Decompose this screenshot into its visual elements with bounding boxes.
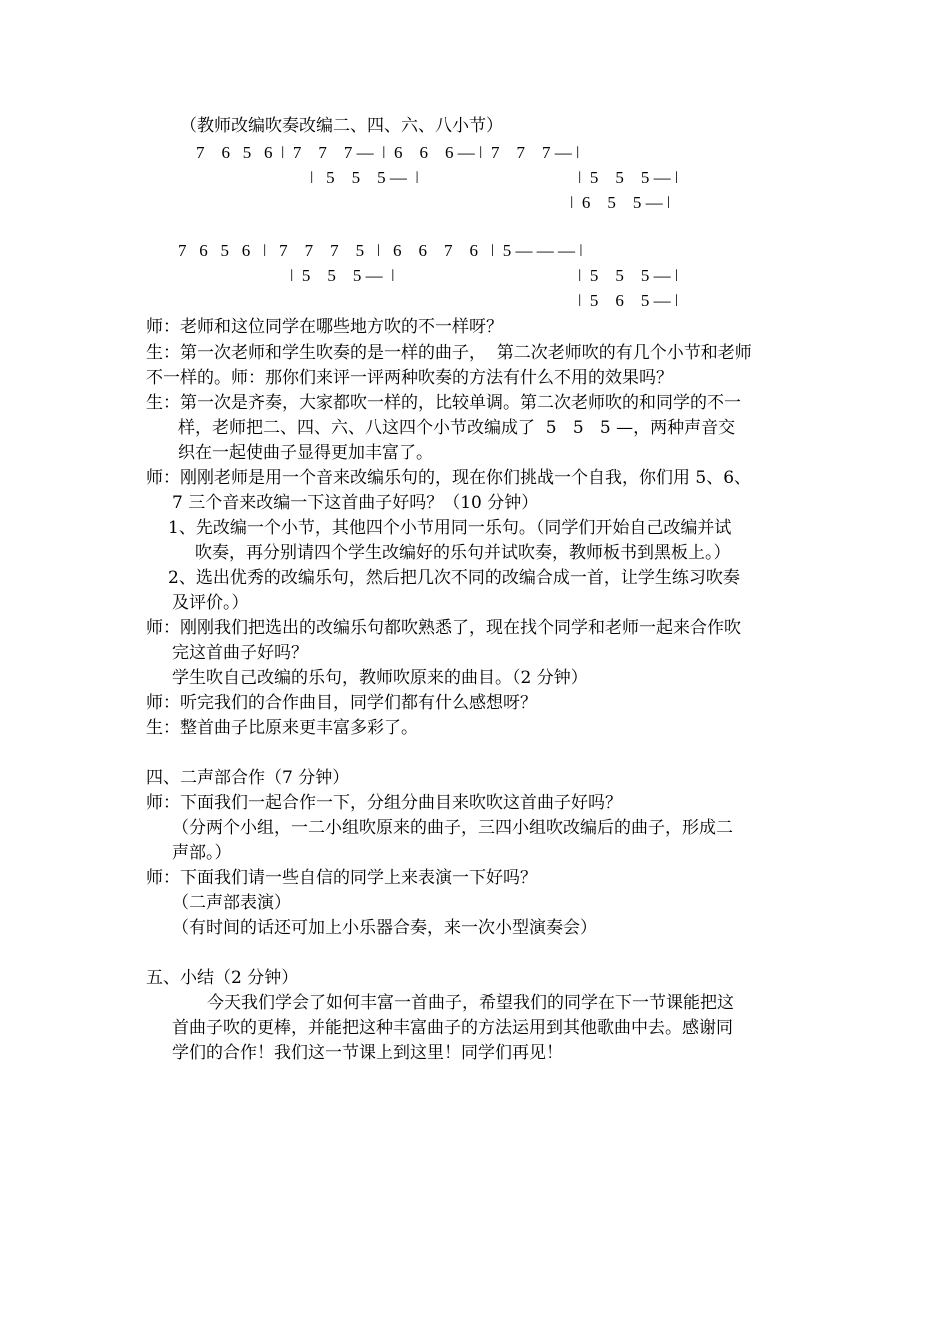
section4-line: 师：下面我们请一些自信的同学上来表演一下好吗？ (146, 868, 537, 888)
dialogue-line: 师：听完我们的合作曲目，同学们都有什么感想呀？ (146, 693, 537, 713)
dialogue-line: 不一样的。师：那你们来评一评两种吹奏的方法有什么不用的效果吗？ (146, 368, 673, 388)
dialogue-line: 7 三个音来改编一下这首曲子好吗？（10 分钟） (172, 493, 539, 513)
section4-heading: 四、二声部合作（7 分钟） (146, 768, 350, 788)
dialogue-line: 样，老师把二、四、六、八这四个小节改编成了 5 5 5 —，两种声音交 (178, 418, 736, 438)
notation-block2-row2: ǀ 5 5 5 — ǀ (290, 266, 395, 285)
notation-block2-row3: ǀ 5 5 5 — ǀ (578, 266, 679, 285)
notation-block1-row3: ǀ 5 5 5 — ǀ (578, 168, 679, 187)
section4-line: （有时间的话还可加上小乐器合奏，来一次小型演奏会） (172, 918, 597, 938)
section5-line: 今天我们学会了如何丰富一首曲子，希望我们的同学在下一节课能把这 (207, 993, 734, 1013)
dialogue-line: 1、先改编一个小节，其他四个小节用同一乐句。（同学们开始自己改编并试 (168, 518, 732, 538)
notation-block1-row4: ǀ 6 5 5 — ǀ (570, 193, 671, 212)
section4-line: （二声部表演） (172, 893, 291, 913)
notation-block2-row4: ǀ 5 6 5 — ǀ (578, 291, 679, 310)
dialogue-line: 生：整首曲子比原来更丰富多彩了。 (146, 718, 418, 738)
section5-heading: 五、小结（2 分钟） (146, 968, 299, 988)
section4-line: 师：下面我们一起合作一下，分组分曲目来吹吹这首曲子好吗？ (146, 793, 622, 813)
dialogue-line: 师：刚刚我们把选出的改编乐句都吹熟悉了，现在找个同学和老师一起来合作吹 (146, 618, 741, 638)
notation-block1-row1: 7 6 5 6 ǀ 7 7 7 — ǀ 6 6 6 — ǀ 7 7 7 — ǀ (196, 143, 580, 162)
dialogue-line: 吹奏，再分别请四个学生改编好的乐句并试吹奏，教师板书到黑板上。） (195, 543, 731, 563)
section4-line: 声部。） (172, 843, 232, 863)
dialogue-line: 生：第一次是齐奏，大家都吹一样的，比较单调。第二次老师吹的和同学的不一 (146, 393, 741, 413)
notation-block2-row1: 7 6 5 6 ǀ 7 7 7 5 ǀ 6 6 7 6 ǀ 5 — — — ǀ (178, 241, 583, 260)
dialogue-line: 师：老师和这位同学在哪些地方吹的不一样呀？ (146, 317, 503, 337)
section5-line: 学们的合作！我们这一节课上到这里！同学们再见！ (172, 1043, 563, 1063)
dialogue-line: 2、选出优秀的改编乐句，然后把几次不同的改编合成一首，让学生练习吹奏 (168, 568, 740, 588)
dialogue-line: 及评价。） (172, 593, 249, 613)
notation-caption: （教师改编吹奏改编二、四、六、八小节） (180, 116, 503, 136)
notation-block1-row2: ǀ 5 5 5 — ǀ (310, 168, 419, 187)
dialogue-line: 生：第一次老师和学生吹奏的是一样的曲子， 第二次老师吹的有几个小节和老师 (146, 343, 752, 363)
section5-line: 首曲子吹的更棒，并能把这种丰富曲子的方法运用到其他歌曲中去。感谢同 (172, 1018, 733, 1038)
dialogue-line: 学生吹自己改编的乐句，教师吹原来的曲目。（2 分钟） (172, 668, 588, 688)
dialogue-line: 完这首曲子好吗？ (172, 643, 308, 663)
dialogue-line: 师：刚刚老师是用一个音来改编乐句的，现在你们挑战一个自我，你们用 5、6、 (146, 468, 752, 488)
dialogue-line: 织在一起使曲子显得更加丰富了。 (178, 443, 433, 463)
section4-line: （分两个小组，一二小组吹原来的曲子，三四小组吹改编后的曲子，形成二 (172, 818, 733, 838)
